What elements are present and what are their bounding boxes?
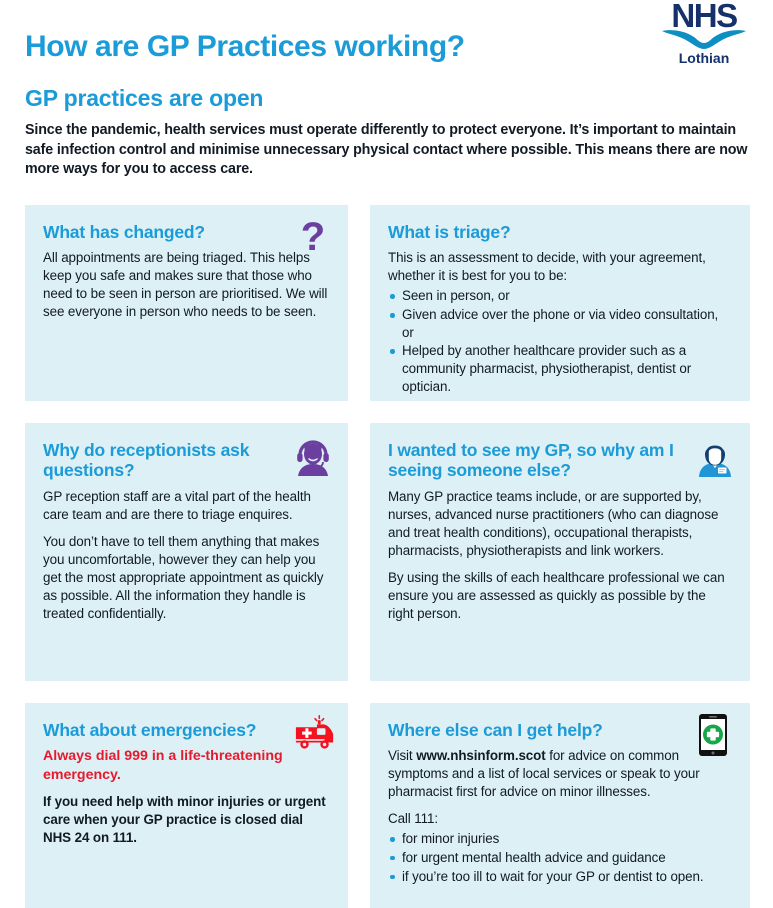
card-paragraph: You don’t have to tell them anything that makes you uncomfortable, however they can help you get the most appropriate appointment as quickly as possible. All the information they handle is treated confidentially. — [43, 533, 324, 621]
receptionist-headset-icon — [292, 437, 334, 479]
triage-options-list — [388, 287, 732, 395]
nhs-logo-region: Lothian — [678, 50, 730, 67]
card-title: What about emergencies? — [43, 720, 257, 740]
list-item: Helped by another healthcare provider such as a community pharmacist, physiotherapist, dentist or optician. — [388, 342, 732, 395]
card-why-receptionists-ask-questions — [25, 423, 348, 681]
nurse-icon — [694, 437, 736, 479]
card-body — [388, 488, 732, 623]
card-seeing-someone-else — [370, 423, 750, 681]
card-body — [43, 793, 330, 847]
nhs-lothian-logo — [658, 0, 750, 67]
card-title: I wanted to see my GP, so why am I seeing someone else? — [388, 440, 674, 481]
card-paragraph: Many GP practice teams include, or are supported by, nurses, advanced nurse practitioners (who can diagnose and treat health conditions), occupational therapists, pharmacists, physiotherapists and link workers. — [388, 488, 719, 558]
card-body — [43, 488, 330, 623]
card-paragraph: If you need help with minor injuries or urgent care when your GP practice is closed dial NHS 24 on 111. — [43, 794, 326, 846]
list-item: if you’re too ill to wait for your GP or dentist to open. — [388, 868, 732, 886]
card-grid — [25, 205, 750, 908]
page-subtitle: GP practices are open — [25, 85, 264, 111]
card-paragraph: By using the skills of each healthcare professional we can ensure you are assessed as quickly as possible by the right person. — [388, 569, 725, 621]
card-what-is-triage — [370, 205, 750, 401]
card-title: What is triage? — [388, 222, 511, 242]
intro-paragraph: Since the pandemic, health services must operate differently to protect everyone. It’s important to maintain safe infection control and minimise unnecessary physical contact where possible. This means there are now more ways for you to access care. — [25, 122, 748, 178]
question-mark-icon: ? — [300, 215, 326, 259]
smartphone-health-icon — [692, 713, 734, 755]
list-item: for urgent mental health advice and guidance — [388, 849, 732, 867]
card-paragraph: This is an assessment to decide, with your agreement, whether it is best for you to be: — [388, 250, 706, 284]
page-header — [0, 0, 773, 196]
card-body — [388, 249, 732, 395]
call-111-label: Call 111: — [388, 811, 438, 827]
card-paragraph-rich — [388, 747, 732, 801]
card-title: Why do receptionists ask questions? — [43, 440, 250, 481]
emergency-alert-text: Always dial 999 in a life-threatening emergency. — [43, 748, 283, 783]
page-title: How are GP Practices working? — [25, 30, 465, 63]
list-item: for minor injuries — [388, 830, 732, 848]
card-what-has-changed — [25, 205, 348, 401]
call-111-reasons-list — [388, 830, 732, 885]
list-item: Seen in person, or — [388, 287, 732, 305]
card-paragraph: All appointments are being triaged. This helps keep you safe and makes sure that those who need to be seen in person are prioritised. We will see everyone in person who needs to be seen. — [43, 250, 328, 320]
ambulance-icon — [294, 713, 336, 755]
list-item: Given advice over the phone or via video consultation, or — [388, 306, 732, 341]
nhsinform-url[interactable]: www.nhsinform.scot — [416, 748, 546, 764]
visit-suffix: for advice on common symptoms and a list of local services or speak to your pharmacist first for advice on minor illnesses. — [388, 748, 700, 800]
card-title: Where else can I get help? — [388, 720, 603, 740]
visit-prefix: Visit — [388, 748, 417, 764]
card-paragraph: GP reception staff are a vital part of the health care team and are there to triage enquires. — [43, 488, 311, 522]
card-title: What has changed? — [43, 222, 205, 242]
card-where-else-help — [370, 703, 750, 908]
card-emergencies — [25, 703, 348, 908]
card-body — [43, 249, 330, 321]
card-body — [388, 747, 732, 885]
nhs-logo-text: NHS — [671, 0, 737, 34]
